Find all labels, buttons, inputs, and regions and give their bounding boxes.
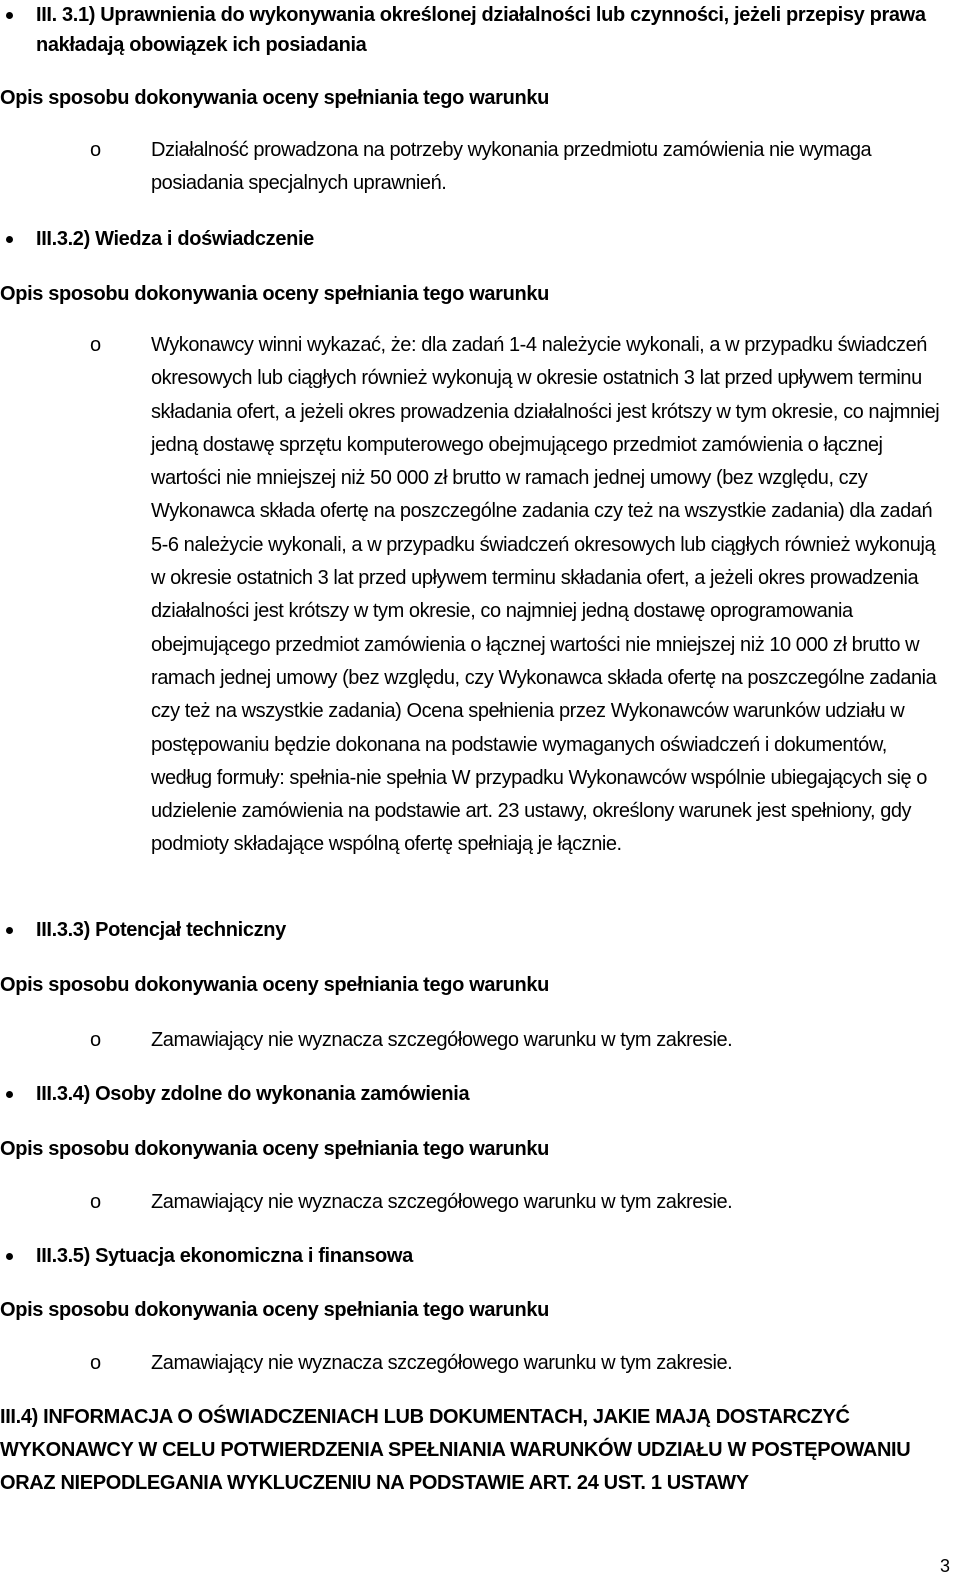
condition-description [90,134,951,201]
condition-text: Zamawiający nie wyznacza szczegółowego warunku w tym zakresie. [151,1352,733,1374]
bullet-icon [6,12,13,19]
page-number: 3 [939,1556,950,1576]
sub-bullet-marker: o [90,139,101,161]
section-heading-text: III.3.4) Osoby zdolne do wykonania zamówienia [36,1083,470,1105]
assessment-label: Opis sposobu dokonywania oceny spełniania tego warunku [0,1299,549,1321]
condition-text: Zamawiający nie wyznacza szczegółowego warunku w tym zakresie. [151,1191,733,1213]
section-heading-3-4-information: III.4) INFORMACJA O OŚWIADCZENIACH LUB DOKUMENTACH, JAKIE MAJĄ DOSTARCZYĆ WYKONAWCY W CELU POTWIERDZENIA SPEŁNIANIA WARUNKÓW UDZIAŁU W POSTĘPOWANIU ORAZ NIEPODLEGANIA WYKLUCZENIU NA PODSTAWIE ART. 24 UST. 1 USTAWY [0,1406,911,1494]
section-heading-text: III. 3.1) Uprawnienia do wykonywania określonej działalności lub czynności, jeżeli przepisy prawa nakładają obowiązek ich posiadania [36,4,926,56]
assessment-label: Opis sposobu dokonywania oceny spełniania tego warunku [0,1138,549,1160]
sub-bullet-marker: o [90,1191,101,1213]
condition-description [90,1024,951,1057]
assessment-label: Opis sposobu dokonywania oceny spełniania tego warunku [0,87,549,109]
bullet-icon [6,1253,13,1260]
section-heading-text: III.3.5) Sytuacja ekonomiczna i finansowa [36,1245,413,1267]
bullet-icon [6,1091,13,1098]
condition-description [90,1347,951,1380]
condition-description [90,1186,951,1219]
section-heading-3-5 [36,1241,946,1271]
bullet-icon [6,927,13,934]
section-heading-text: III.3.2) Wiedza i doświadczenie [36,228,314,250]
condition-description [90,329,951,862]
condition-text: Działalność prowadzona na potrzeby wykonania przedmiotu zamówienia nie wymaga posiadania specjalnych uprawnień. [151,139,872,195]
sub-bullet-marker: o [90,1029,101,1051]
condition-text: Zamawiający nie wyznacza szczegółowego warunku w tym zakresie. [151,1029,733,1051]
section-heading-3-3 [36,915,946,945]
sub-bullet-marker: o [90,1352,101,1374]
section-heading-3-1 [36,0,946,60]
assessment-label: Opis sposobu dokonywania oceny spełniania tego warunku [0,974,549,996]
section-heading-3-2 [36,224,946,254]
sub-bullet-marker: o [90,334,101,356]
condition-text: Wykonawcy winni wykazać, że: dla zadań 1-4 należycie wykonali, a w przypadku świadczeń okresowych lub ciągłych również wykonują w okresie ostatnich 3 lat przed upływem terminu składania ofert, a jeżeli okres prowadzenia działalności jest krótszy w tym okresie, co najmniej jedną dostawę sprzętu komputerowego obejmującego przedmiot zamówienia o łącznej wartości nie mniejszej niż 50 000 zł brutto w ramach jednej umowy (bez względu, czy Wykonawca składa ofertę na poszczególne zadania czy też na wszystkie zadania) dla zadań 5-6 należycie wykonali, a w przypadku świadczeń okresowych lub ciągłych również wykonują w okresie ostatnich 3 lat przed upływem terminu składania ofert, a jeżeli okres prowadzenia działalności jest krótszy w tym okresie, co najmniej jedną dostawę oprogramowania obejmującego przedmiot zamówienia o łącznej wartości nie mniejszej niż 10 000 zł brutto w ramach jednej umowy (bez względu, czy Wykonawca składa ofertę na poszczególne zadania czy też na wszystkie zadania) Ocena spełnienia przez Wykonawców warunków udziału w postępowaniu będzie dokonana na podstawie wymaganych oświadczeń i dokumentów, według formuły: spełnia-nie spełnia W przypadku Wykonawców wspólnie ubiegających się o udzielenie zamówienia na podstawie art. 23 ustawy, określony warunek jest spełniony, gdy podmioty składające wspólną ofertę spełniają je łącznie. [151,334,940,856]
section-heading-text: III.3.3) Potencjał techniczny [36,919,286,941]
assessment-label: Opis sposobu dokonywania oceny spełniania tego warunku [0,283,549,305]
bullet-icon [6,236,13,243]
section-heading-3-4 [36,1079,946,1109]
